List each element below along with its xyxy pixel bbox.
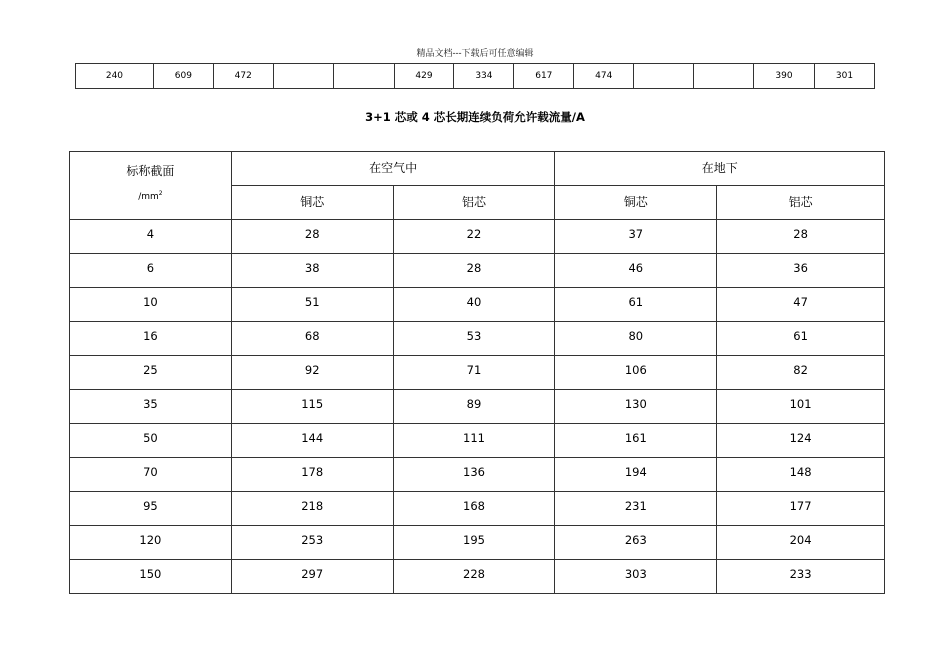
ampacity-cell: 161 bbox=[555, 424, 717, 458]
table-row bbox=[70, 254, 885, 288]
table-cell: 617 bbox=[514, 64, 574, 89]
ampacity-cell: 228 bbox=[393, 560, 555, 594]
ampacity-cell: 136 bbox=[393, 458, 555, 492]
ampacity-cell: 177 bbox=[717, 492, 885, 526]
ampacity-cell: 195 bbox=[393, 526, 555, 560]
air-copper-header: 铜芯 bbox=[231, 186, 393, 220]
table-cell: 609 bbox=[153, 64, 213, 89]
ampacity-cell: 233 bbox=[717, 560, 885, 594]
table-cell: 301 bbox=[814, 64, 874, 89]
cross-section-cell: 150 bbox=[70, 560, 232, 594]
ampacity-cell: 22 bbox=[393, 220, 555, 254]
table-cell: 334 bbox=[454, 64, 514, 89]
ampacity-cell: 36 bbox=[717, 254, 885, 288]
table-cell: 474 bbox=[574, 64, 634, 89]
table-title: 3+1 芯或 4 芯长期连续负荷允许载流量/A bbox=[365, 110, 585, 124]
ampacity-cell: 51 bbox=[231, 288, 393, 322]
cross-section-header bbox=[70, 152, 232, 220]
ampacity-cell: 231 bbox=[555, 492, 717, 526]
in-air-header: 在空气中 bbox=[231, 152, 555, 186]
cross-section-cell: 70 bbox=[70, 458, 232, 492]
cross-section-cell: 16 bbox=[70, 322, 232, 356]
table-cell bbox=[333, 64, 394, 89]
table-header-row bbox=[70, 152, 885, 186]
table-cell bbox=[634, 64, 694, 89]
table-cell: 472 bbox=[213, 64, 273, 89]
ground-copper-header: 铜芯 bbox=[555, 186, 717, 220]
table-row bbox=[70, 560, 885, 594]
table-row bbox=[70, 288, 885, 322]
ampacity-cell: 61 bbox=[555, 288, 717, 322]
ampacity-cell: 124 bbox=[717, 424, 885, 458]
cross-section-cell: 6 bbox=[70, 254, 232, 288]
cross-section-cell: 4 bbox=[70, 220, 232, 254]
table-row bbox=[70, 526, 885, 560]
table-cell bbox=[694, 64, 754, 89]
ampacity-cell: 178 bbox=[231, 458, 393, 492]
table-cell: 429 bbox=[394, 64, 454, 89]
ampacity-cell: 28 bbox=[231, 220, 393, 254]
ampacity-cell: 53 bbox=[393, 322, 555, 356]
cross-section-unit: $/mm^2$ bbox=[138, 190, 163, 202]
ampacity-cell: 130 bbox=[555, 390, 717, 424]
ampacity-cell: 46 bbox=[555, 254, 717, 288]
ampacity-cell: 82 bbox=[717, 356, 885, 390]
table-row bbox=[70, 492, 885, 526]
continuation-table bbox=[75, 63, 875, 89]
page-watermark: 精品文档---下载后可任意编辑 bbox=[416, 49, 534, 59]
ampacity-cell: 253 bbox=[231, 526, 393, 560]
ampacity-cell: 80 bbox=[555, 322, 717, 356]
cross-section-cell: 120 bbox=[70, 526, 232, 560]
table-cell: 240 bbox=[76, 64, 154, 89]
air-aluminum-header: 铝芯 bbox=[393, 186, 555, 220]
cross-section-cell: 95 bbox=[70, 492, 232, 526]
ampacity-cell: 40 bbox=[393, 288, 555, 322]
underground-header: 在地下 bbox=[555, 152, 885, 186]
ampacity-cell: 111 bbox=[393, 424, 555, 458]
table-row bbox=[70, 424, 885, 458]
ampacity-cell: 89 bbox=[393, 390, 555, 424]
ampacity-cell: 37 bbox=[555, 220, 717, 254]
ampacity-cell: 101 bbox=[717, 390, 885, 424]
ampacity-cell: 28 bbox=[717, 220, 885, 254]
ampacity-cell: 263 bbox=[555, 526, 717, 560]
ampacity-cell: 115 bbox=[231, 390, 393, 424]
table-row bbox=[70, 458, 885, 492]
ground-aluminum-header: 铝芯 bbox=[717, 186, 885, 220]
ampacity-cell: 68 bbox=[231, 322, 393, 356]
ampacity-cell: 148 bbox=[717, 458, 885, 492]
ampacity-cell: 71 bbox=[393, 356, 555, 390]
table-row bbox=[76, 64, 875, 89]
table-row bbox=[70, 220, 885, 254]
ampacity-cell: 204 bbox=[717, 526, 885, 560]
ampacity-cell: 92 bbox=[231, 356, 393, 390]
cross-section-cell: 50 bbox=[70, 424, 232, 458]
ampacity-cell: 38 bbox=[231, 254, 393, 288]
ampacity-cell: 303 bbox=[555, 560, 717, 594]
cross-section-label: 标称截面 bbox=[126, 164, 175, 178]
ampacity-cell: 61 bbox=[717, 322, 885, 356]
table-cell bbox=[273, 64, 333, 89]
table-cell: 390 bbox=[754, 64, 815, 89]
ampacity-cell: 28 bbox=[393, 254, 555, 288]
ampacity-cell: 218 bbox=[231, 492, 393, 526]
table-row bbox=[70, 390, 885, 424]
ampacity-cell: 194 bbox=[555, 458, 717, 492]
ampacity-cell: 106 bbox=[555, 356, 717, 390]
ampacity-cell: 144 bbox=[231, 424, 393, 458]
ampacity-cell: 297 bbox=[231, 560, 393, 594]
ampacity-cell: 168 bbox=[393, 492, 555, 526]
ampacity-table bbox=[69, 151, 885, 594]
table-row bbox=[70, 322, 885, 356]
cross-section-cell: 35 bbox=[70, 390, 232, 424]
cross-section-cell: 25 bbox=[70, 356, 232, 390]
table-row bbox=[70, 356, 885, 390]
ampacity-cell: 47 bbox=[717, 288, 885, 322]
cross-section-cell: 10 bbox=[70, 288, 232, 322]
